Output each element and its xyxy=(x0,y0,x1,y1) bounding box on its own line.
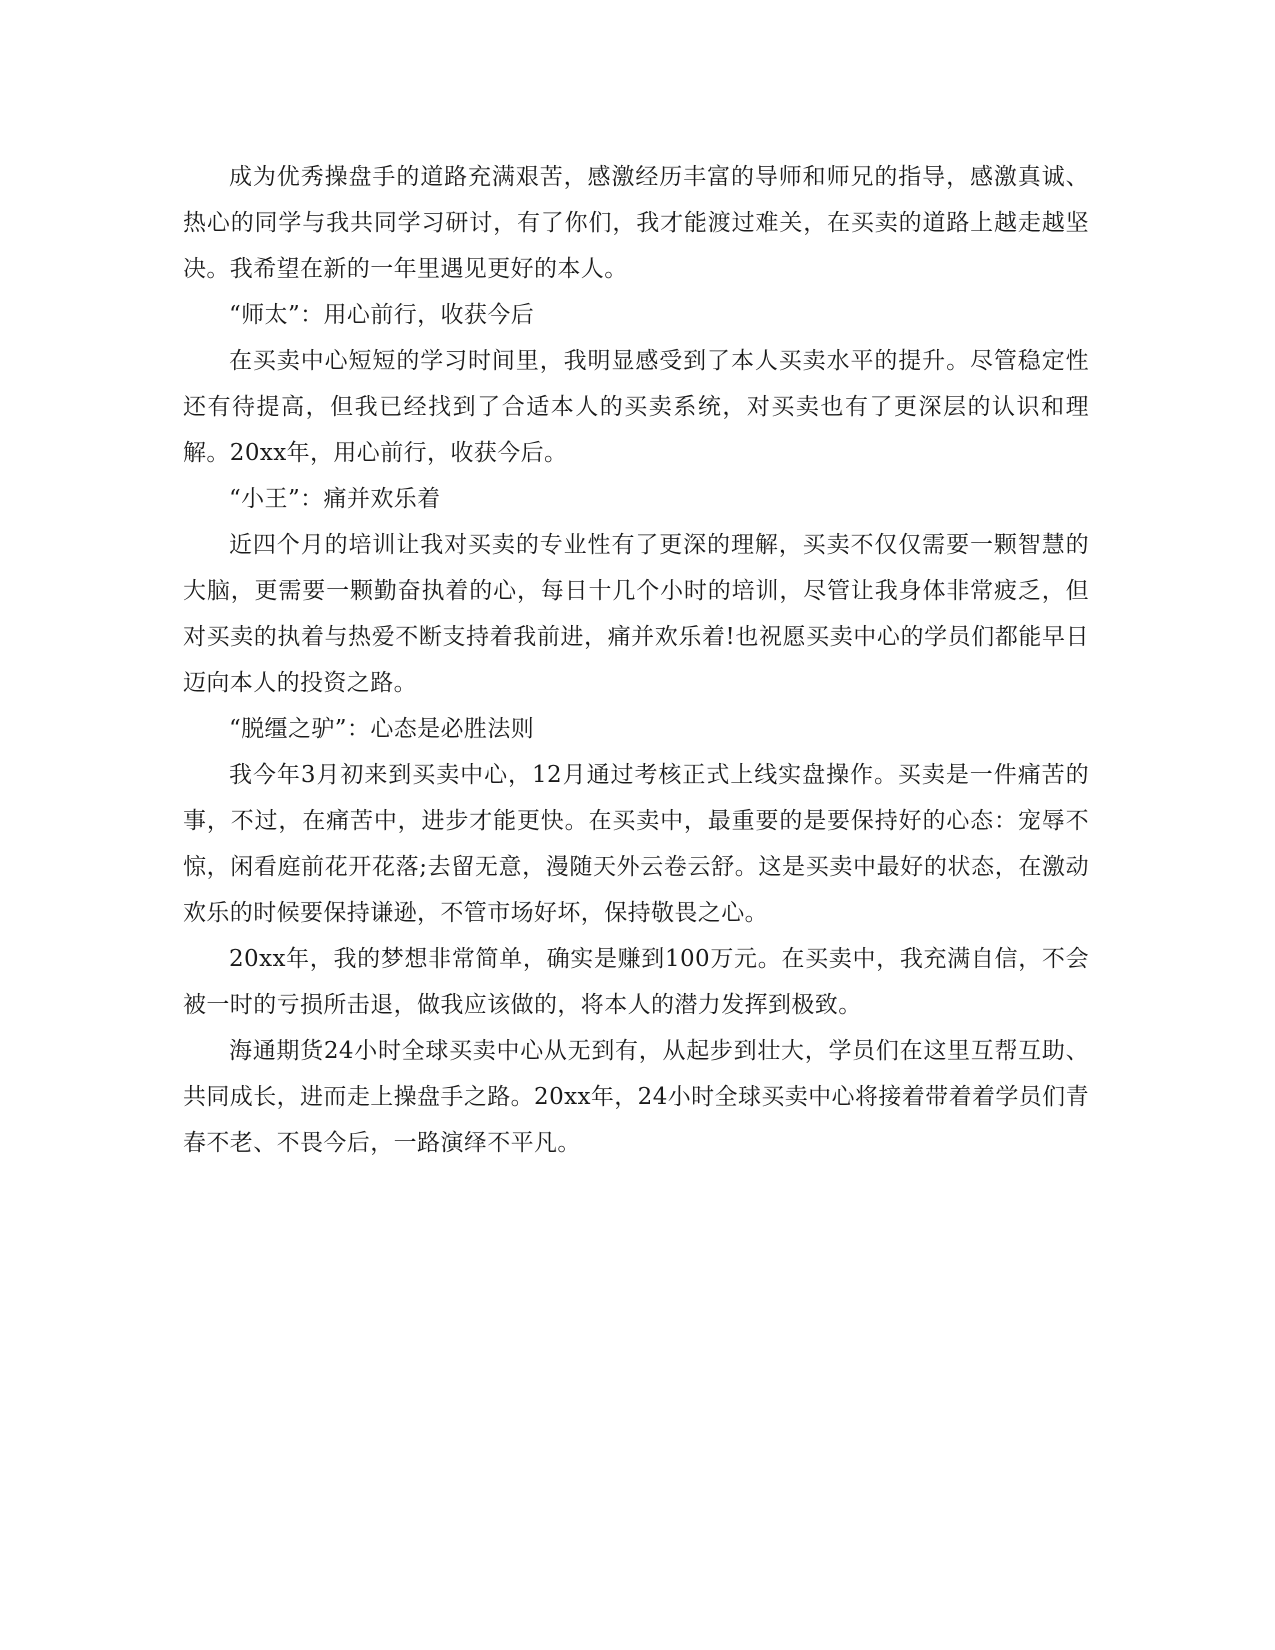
paragraph: 我今年3月初来到买卖中心，12月通过考核正式上线实盘操作。买卖是一件痛苦的事，不过，在痛苦中，进步才能更快。在买卖中，最重要的是要保持好的心态：宠辱不惊，闲看庭前花开花落;去留无意，漫随天外云卷云舒。这是买卖中最好的状态，在激动欢乐的时候要保持谦逊，不管市场好坏，保持敬畏之心。 xyxy=(183,762,1089,926)
paragraph: 成为优秀操盘手的道路充满艰苦，感激经历丰富的导师和师兄的指导，感激真诚、热心的同学与我共同学习研讨，有了你们，我才能渡过难关，在买卖的道路上越走越坚决。我希望在新的一年里遇见更好的本人。 xyxy=(183,164,1089,282)
paragraph: 20xx年，我的梦想非常简单，确实是赚到100万元。在买卖中，我充满自信，不会被一时的亏损所击退，做我应该做的，将本人的潜力发挥到极致。 xyxy=(183,946,1089,1018)
section-heading: “脱缰之驴”：心态是必胜法则 xyxy=(229,716,535,742)
document-body xyxy=(183,154,1089,1166)
section-heading: “小王”：痛并欢乐着 xyxy=(229,486,441,512)
paragraph: 海通期货24小时全球买卖中心从无到有，从起步到壮大，学员们在这里互帮互助、共同成长，进而走上操盘手之路。20xx年，24小时全球买卖中心将接着带着着学员们青春不老、不畏今后，一路演绎不平凡。 xyxy=(183,1038,1089,1156)
paragraph: 近四个月的培训让我对买卖的专业性有了更深的理解，买卖不仅仅需要一颗智慧的大脑，更需要一颗勤奋执着的心，每日十几个小时的培训，尽管让我身体非常疲乏，但对买卖的执着与热爱不断支持着我前进，痛并欢乐着!也祝愿买卖中心的学员们都能早日迈向本人的投资之路。 xyxy=(183,532,1089,696)
paragraph: 在买卖中心短短的学习时间里，我明显感受到了本人买卖水平的提升。尽管稳定性还有待提高，但我已经找到了合适本人的买卖系统，对买卖也有了更深层的认识和理解。20xx年，用心前行，收获今后。 xyxy=(183,348,1089,466)
section-heading: “师太”：用心前行，收获今后 xyxy=(229,302,535,328)
